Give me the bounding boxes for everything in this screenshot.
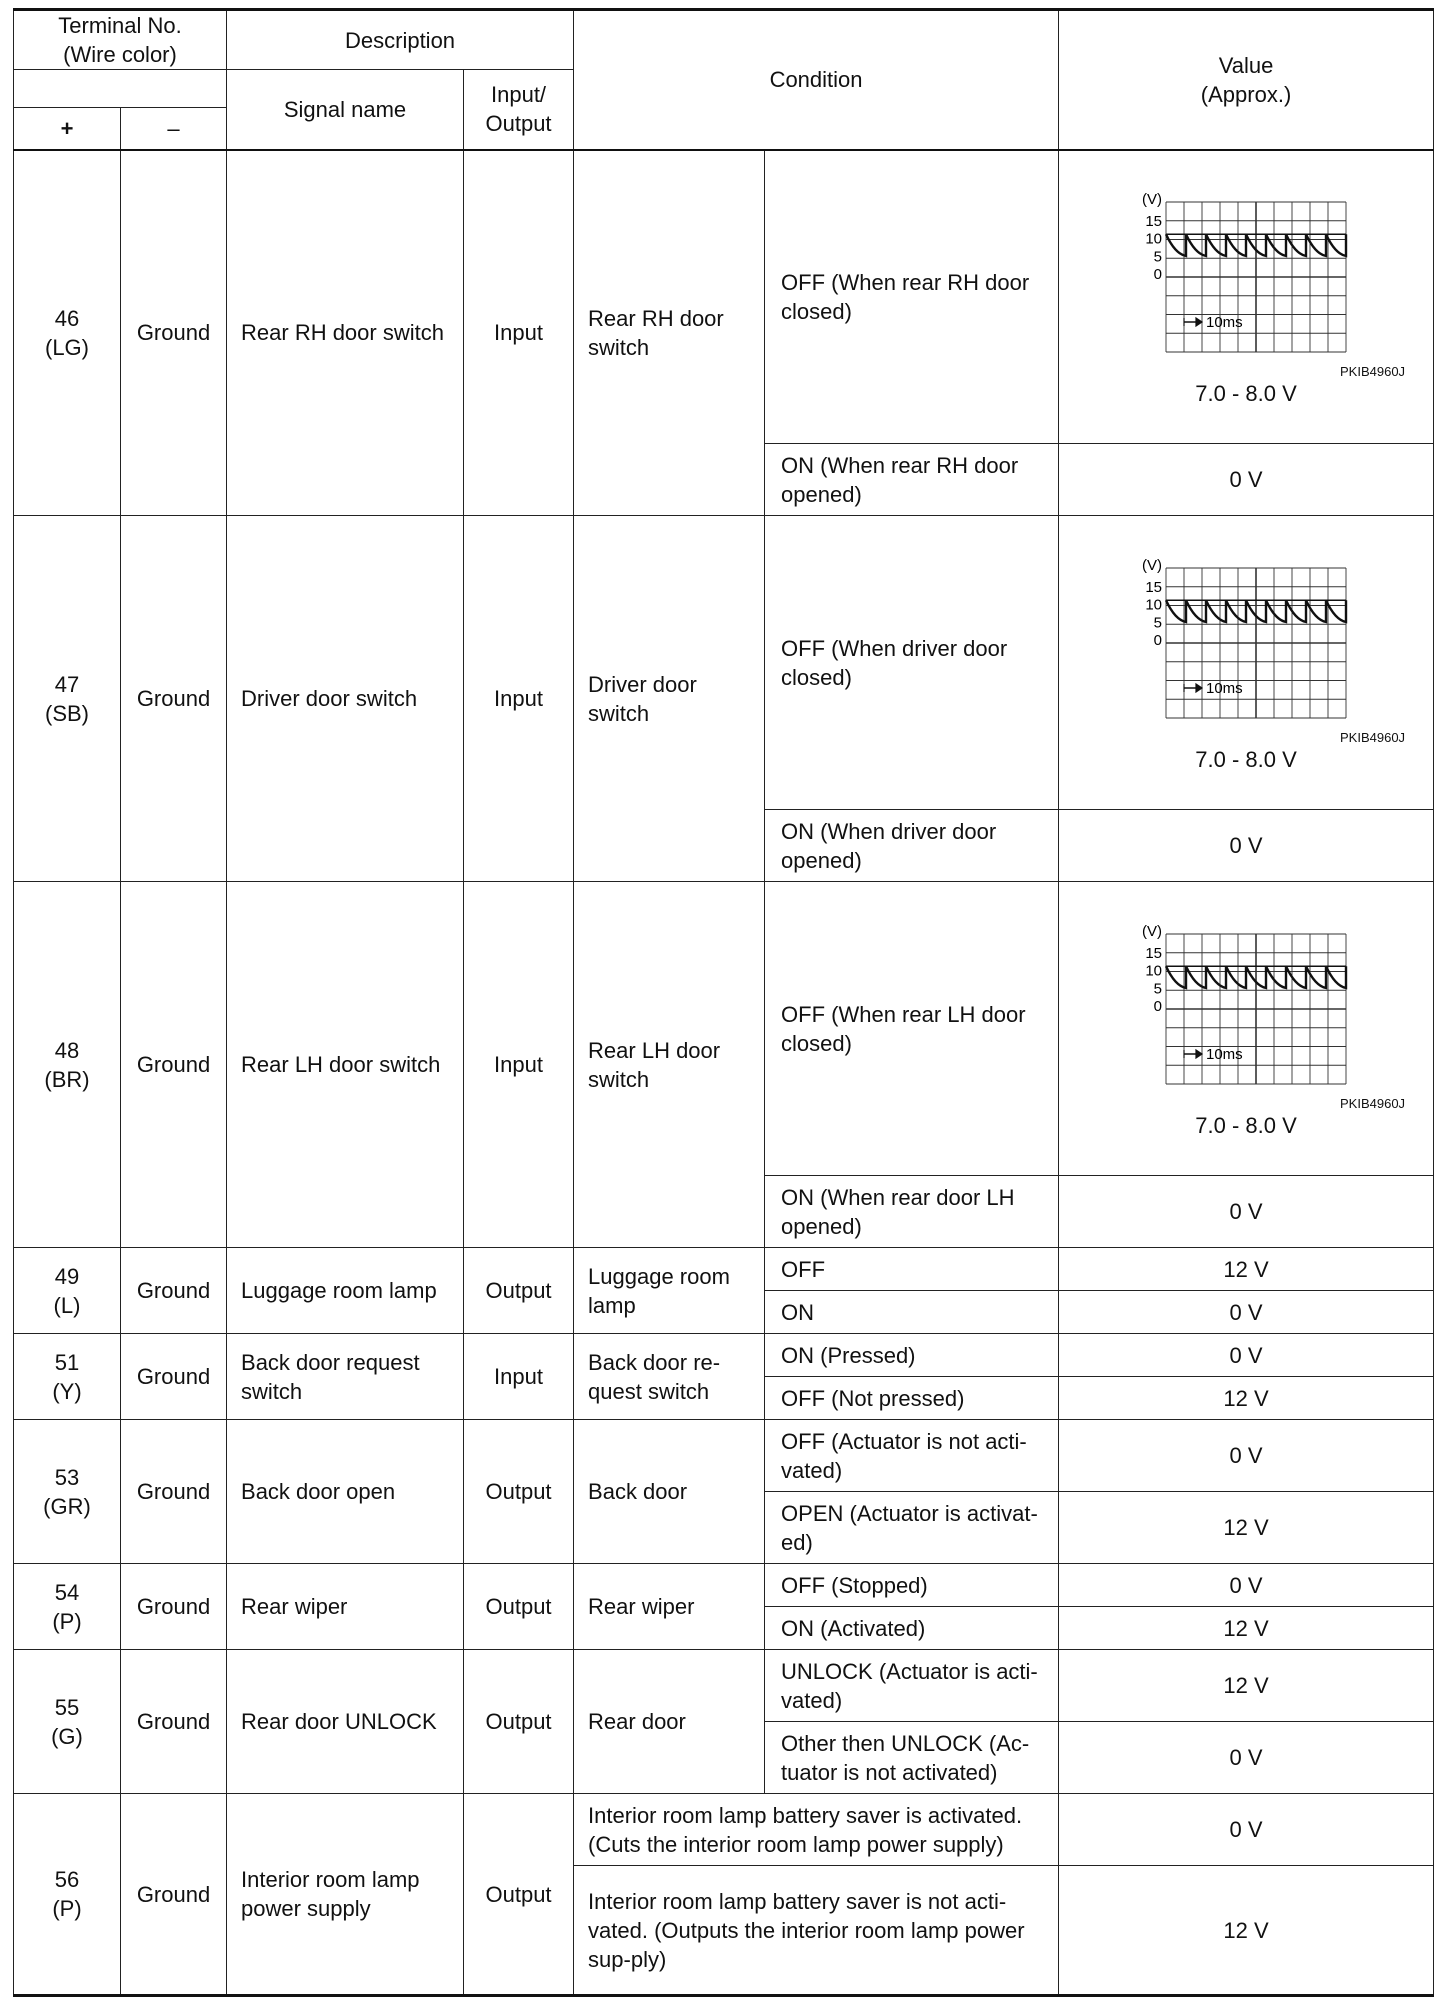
signal-name-cell: Luggage room lamp [227, 1248, 464, 1334]
waveform-tick: 15 [1145, 944, 1163, 962]
value-cell: 0 V [1059, 1176, 1434, 1248]
terminal-number-cell: 48 (BR) [14, 882, 121, 1248]
condition-item-cell: Rear door [574, 1650, 765, 1794]
waveform-time-label: 10ms [1206, 680, 1243, 697]
table-row [14, 1564, 1434, 1607]
value-cell: 0 V [1059, 1420, 1434, 1492]
input-output-cell: Input [464, 882, 574, 1248]
input-output-cell: Output [464, 1248, 574, 1334]
value-cell: 12 V [1059, 1650, 1434, 1722]
waveform-time-label: 10ms [1206, 314, 1243, 332]
condition-state-cell: OFF (Actuator is not acti-vated) [765, 1420, 1059, 1492]
value-cell: 0 V [1059, 444, 1434, 516]
condition-state-cell: Interior room lamp battery saver is not acti-vated. (Outputs the interior room lamp power sup-ply) [574, 1866, 1059, 1996]
value-cell: 0 V [1059, 1722, 1434, 1794]
condition-state-cell: Other then UNLOCK (Ac-tuator is not activated) [765, 1722, 1059, 1794]
value-text: 7.0 - 8.0 V [1195, 747, 1297, 772]
header-terminal: Terminal No. (Wire color) [14, 10, 227, 70]
waveform-tick: 15 [1145, 578, 1163, 596]
table-row [14, 1794, 1434, 1866]
signal-name-cell: Driver door switch [227, 516, 464, 882]
terminal-number-cell: 53 (GR) [14, 1420, 121, 1564]
value-cell: 0 V [1059, 1794, 1434, 1866]
terminal-number-cell: 55 (G) [14, 1650, 121, 1794]
waveform-code: PKIB4960J [1340, 730, 1406, 745]
waveform-graph [1126, 919, 1366, 1099]
waveform-tick: 10 [1145, 230, 1163, 248]
input-output-cell: Input [464, 150, 574, 516]
terminal-number-cell: 51 (Y) [14, 1334, 121, 1420]
input-output-cell: Output [464, 1794, 574, 1996]
waveform-code: PKIB4960J [1340, 1096, 1406, 1111]
header-plus: + [14, 108, 121, 150]
condition-state-cell: OFF (When driver door closed) [765, 516, 1059, 810]
header-description: Description [227, 10, 574, 70]
table-row [14, 1334, 1434, 1377]
waveform-tick: 5 [1153, 248, 1163, 266]
condition-item-cell: Rear RH door switch [574, 150, 765, 516]
header-terminal-spacer [14, 70, 227, 108]
header-condition: Condition [574, 10, 1059, 150]
table-row [14, 1650, 1434, 1722]
value-cell: 0 V [1059, 810, 1434, 882]
waveform-tick: 0 [1153, 632, 1163, 649]
value-cell: 12 V [1059, 1866, 1434, 1996]
value-cell: 12 V [1059, 1492, 1434, 1564]
condition-state-cell: OFF (When rear RH door closed) [765, 150, 1059, 444]
ground-cell: Ground [121, 150, 227, 516]
ground-cell: Ground [121, 1248, 227, 1334]
condition-state-cell: OPEN (Actuator is activat-ed) [765, 1492, 1059, 1564]
condition-state-cell: Interior room lamp battery saver is activated. (Cuts the interior room lamp power supply) [574, 1794, 1059, 1866]
ground-cell: Ground [121, 1794, 227, 1996]
condition-state-cell: OFF (When rear LH door closed) [765, 882, 1059, 1176]
waveform-tick: 5 [1153, 980, 1163, 998]
waveform-tick: 0 [1153, 266, 1163, 284]
input-output-cell: Output [464, 1650, 574, 1794]
signal-name-cell: Back door request switch [227, 1334, 464, 1420]
condition-state-cell: ON (Pressed) [765, 1334, 1059, 1377]
waveform-code: PKIB4960J [1340, 364, 1406, 380]
terminal-number-cell: 49 (L) [14, 1248, 121, 1334]
signal-name-cell: Rear door UNLOCK [227, 1650, 464, 1794]
waveform-unit: (V) [1142, 923, 1163, 940]
value-cell [1059, 882, 1434, 1176]
waveform-tick: 15 [1145, 213, 1163, 230]
condition-item-cell: Back door [574, 1420, 765, 1564]
ground-cell: Ground [121, 1334, 227, 1420]
condition-state-cell: ON (When rear RH door opened) [765, 444, 1059, 516]
ground-cell: Ground [121, 516, 227, 882]
table-row [14, 150, 1434, 444]
value-cell: 0 V [1059, 1291, 1434, 1334]
input-output-cell: Input [464, 1334, 574, 1420]
condition-state-cell: ON (Activated) [765, 1607, 1059, 1650]
waveform-unit: (V) [1142, 557, 1163, 574]
value-cell: 12 V [1059, 1377, 1434, 1420]
condition-item-cell: Luggage room lamp [574, 1248, 765, 1334]
condition-state-cell: UNLOCK (Actuator is acti-vated) [765, 1650, 1059, 1722]
condition-item-cell: Back door re-quest switch [574, 1334, 765, 1420]
condition-state-cell: OFF [765, 1248, 1059, 1291]
condition-state-cell: OFF (Stopped) [765, 1564, 1059, 1607]
terminal-number-cell: 56 (P) [14, 1794, 121, 1996]
header-minus: – [121, 108, 227, 150]
input-output-cell: Input [464, 516, 574, 882]
terminal-table [13, 8, 1434, 1997]
table-row [14, 516, 1434, 810]
condition-state-cell: ON [765, 1291, 1059, 1334]
signal-name-cell: Rear RH door switch [227, 150, 464, 516]
table-body [14, 150, 1434, 1996]
ground-cell: Ground [121, 1420, 227, 1564]
condition-state-cell: ON (When rear door LH opened) [765, 1176, 1059, 1248]
condition-item-cell: Rear wiper [574, 1564, 765, 1650]
value-cell: 12 V [1059, 1248, 1434, 1291]
input-output-cell: Output [464, 1564, 574, 1650]
input-output-cell: Output [464, 1420, 574, 1564]
value-text: 7.0 - 8.0 V [1195, 381, 1297, 407]
signal-name-cell: Back door open [227, 1420, 464, 1564]
header-input-output: Input/ Output [464, 70, 574, 150]
waveform-tick: 0 [1153, 998, 1163, 1015]
header-signal-name: Signal name [227, 70, 464, 150]
header-value: Value (Approx.) [1059, 10, 1434, 150]
terminal-number-cell: 54 (P) [14, 1564, 121, 1650]
value-cell: 12 V [1059, 1607, 1434, 1650]
ground-cell: Ground [121, 882, 227, 1248]
terminal-number-cell: 47 (SB) [14, 516, 121, 882]
value-cell: 0 V [1059, 1564, 1434, 1607]
value-text: 7.0 - 8.0 V [1195, 1113, 1297, 1138]
waveform-graph [1126, 553, 1366, 733]
waveform-time-label: 10ms [1206, 1046, 1243, 1063]
ground-cell: Ground [121, 1650, 227, 1794]
signal-name-cell: Rear LH door switch [227, 882, 464, 1248]
waveform-tick: 10 [1145, 962, 1163, 980]
table-row [14, 1420, 1434, 1492]
condition-state-cell: OFF (Not pressed) [765, 1377, 1059, 1420]
waveform-graph [1126, 187, 1366, 367]
value-cell: 0 V [1059, 1334, 1434, 1377]
table-row [14, 1248, 1434, 1291]
signal-name-cell: Interior room lamp power supply [227, 1794, 464, 1996]
terminal-number-cell: 46 (LG) [14, 150, 121, 516]
condition-item-cell: Rear LH door switch [574, 882, 765, 1248]
waveform-tick: 5 [1153, 614, 1163, 632]
table-row [14, 882, 1434, 1176]
condition-item-cell: Driver door switch [574, 516, 765, 882]
ground-cell: Ground [121, 1564, 227, 1650]
waveform-tick: 10 [1145, 596, 1163, 614]
waveform-unit: (V) [1142, 191, 1163, 209]
signal-name-cell: Rear wiper [227, 1564, 464, 1650]
value-cell [1059, 150, 1434, 444]
value-cell [1059, 516, 1434, 810]
condition-state-cell: ON (When driver door opened) [765, 810, 1059, 882]
